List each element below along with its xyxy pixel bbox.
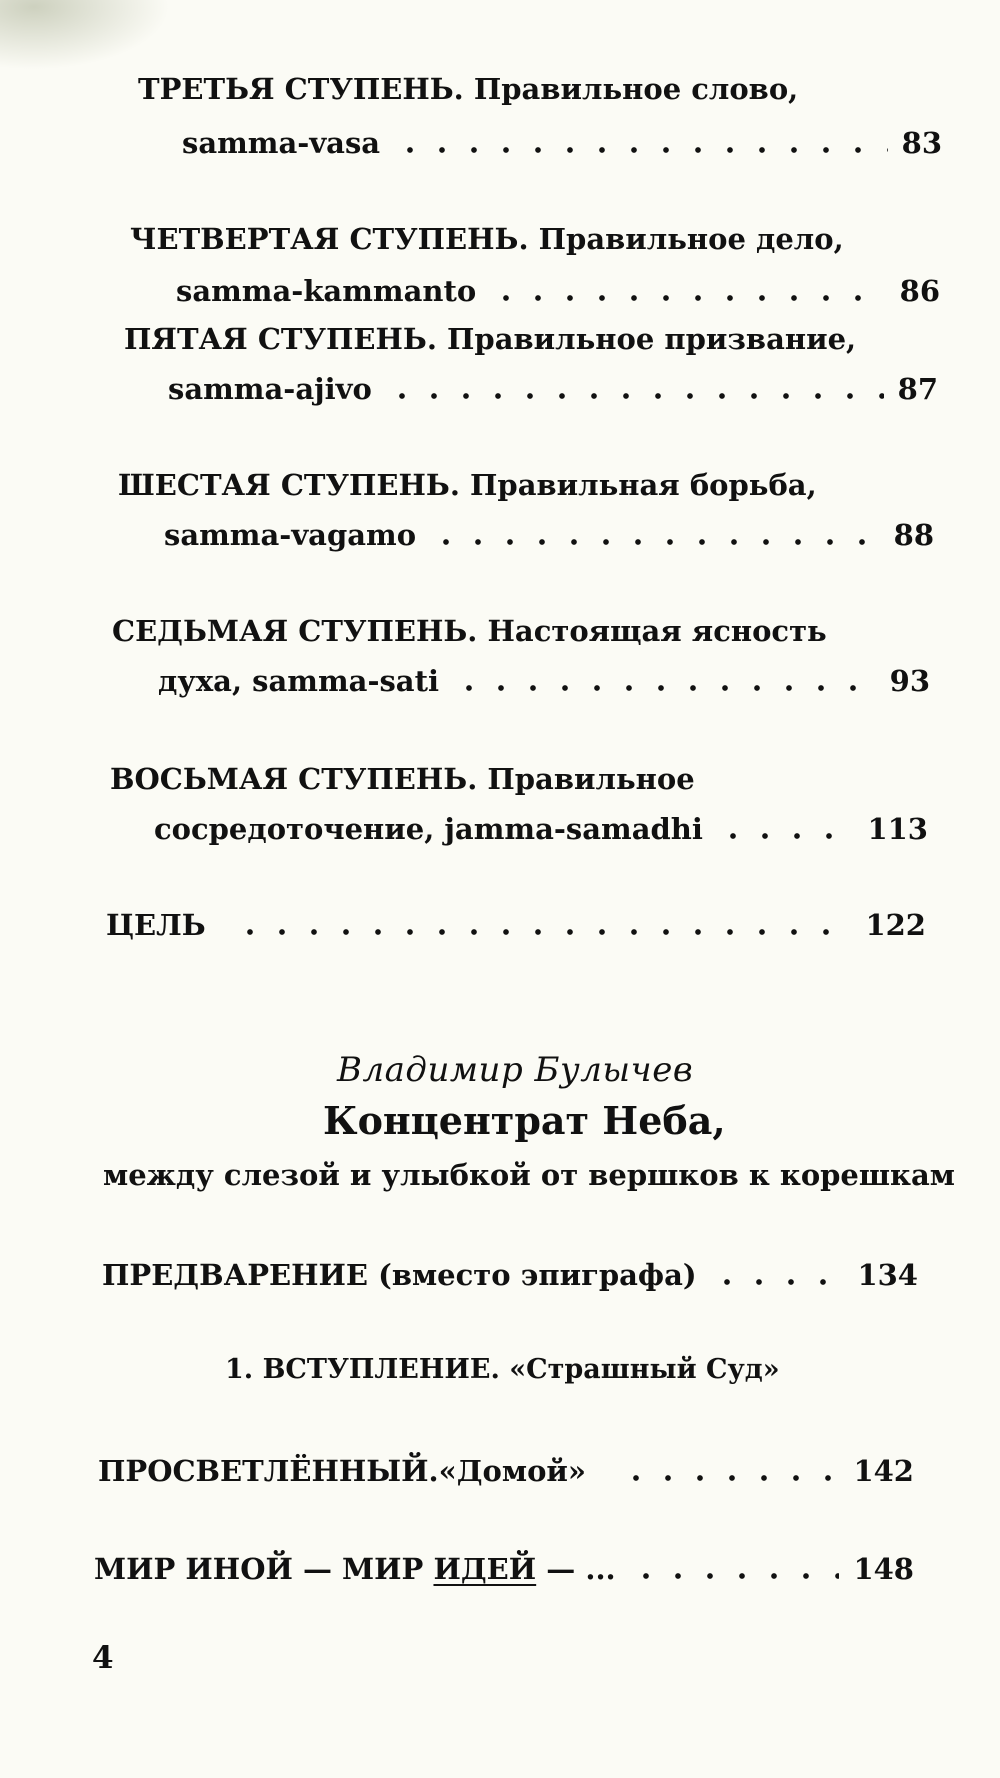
- toc-text-part: — ...: [536, 1552, 616, 1586]
- toc-entry-5-line2: samma-ajivo 87: [168, 372, 938, 406]
- dot-leader: [630, 1573, 840, 1579]
- dot-leader: [711, 1279, 844, 1285]
- section-heading-intro: 1. ВСТУПЛЕНИЕ. «Страшный Суд»: [225, 1354, 780, 1385]
- page-number: 142: [853, 1454, 914, 1488]
- page-number: 88: [893, 518, 934, 552]
- page-folio: 4: [92, 1640, 114, 1676]
- dot-leader: [490, 295, 885, 301]
- toc-entry-7-line2: духа, samma-sati 93: [158, 664, 930, 698]
- toc-entry-preface: ПРЕДВАРЕНИЕ (вместо эпиграфа) 134: [102, 1258, 918, 1292]
- page-number: 93: [889, 664, 930, 698]
- page-number: 113: [867, 812, 928, 846]
- toc-text-part: МИР ИНОЙ — МИР: [94, 1552, 434, 1586]
- dot-leader: [620, 1475, 839, 1481]
- page-number: 134: [857, 1258, 918, 1292]
- toc-entry-4-line2: samma-kammanto 86: [176, 274, 940, 308]
- toc-entry-5-title: ПЯТАЯ СТУПЕНЬ. Правильное призвание,: [124, 322, 857, 356]
- page-number: 87: [897, 372, 938, 406]
- toc-entry-other-world: [94, 1552, 914, 1586]
- dot-leader: [386, 393, 884, 399]
- toc-entry-3-line2: samma-vasa 83: [182, 126, 942, 160]
- toc-entry-4-title: ЧЕТВЕРТАЯ СТУПЕНЬ. Правильное дело,: [130, 222, 844, 256]
- dot-leader: [430, 539, 880, 545]
- toc-entry-goal: ЦЕЛЬ 122: [106, 908, 926, 942]
- page-number: 86: [899, 274, 940, 308]
- page-number: 148: [853, 1552, 914, 1586]
- book-subtitle: между слезой и улыбкой от вершков к корешкам: [103, 1158, 955, 1192]
- dot-leader: [394, 147, 888, 153]
- toc-entry-3-title: ТРЕТЬЯ СТУПЕНЬ. Правильное слово,: [138, 72, 799, 106]
- page-stain: [0, 0, 170, 70]
- page-number: 83: [901, 126, 942, 160]
- toc-entry-6-line2: samma-vagamo 88: [164, 518, 934, 552]
- toc-entry-6-title: ШЕСТАЯ СТУПЕНЬ. Правильная борьба,: [118, 468, 817, 502]
- dot-leader: [234, 929, 852, 935]
- book-title: Концентрат Неба,: [323, 1098, 726, 1143]
- toc-entry-enlightened: ПРОСВЕТЛЁННЫЙ.«Домой» 142: [98, 1454, 914, 1488]
- book-author: Владимир Булычев: [337, 1050, 694, 1090]
- toc-entry-7-title: СЕДЬМАЯ СТУПЕНЬ. Настоящая ясность: [112, 614, 827, 648]
- toc-entry-8-line2: сосредоточение, jamma-samadhi 113: [154, 812, 928, 846]
- page-number: 122: [865, 908, 926, 942]
- toc-entry-8-title: ВОСЬМАЯ СТУПЕНЬ. Правильное: [110, 762, 695, 796]
- underlined-word: ИДЕЙ: [433, 1552, 537, 1586]
- dot-leader: [717, 833, 854, 839]
- dot-leader: [453, 685, 876, 691]
